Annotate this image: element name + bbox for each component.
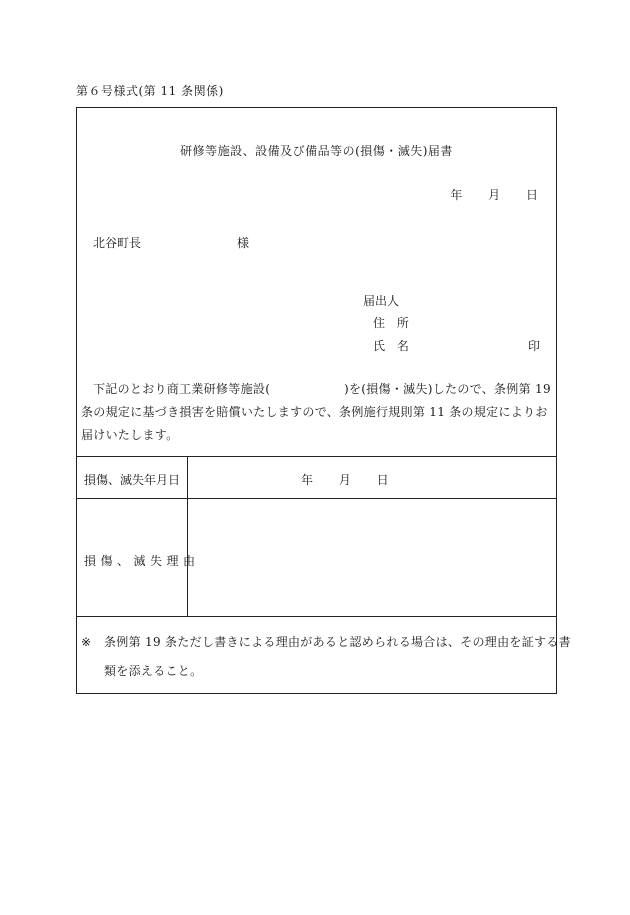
applicant-address-label[interactable]: 住 所 — [373, 316, 409, 330]
damage-date-field[interactable]: 年 月 日 — [301, 473, 389, 487]
applicant-name-label[interactable]: 氏 名 — [373, 339, 409, 353]
damage-date-label: 損傷、滅失年月日 — [84, 473, 181, 487]
table-column-divider — [187, 456, 188, 616]
note-text: 条例第 19 条ただし書きによる理由があると認められる場合は、その理由を証する書類を添えること。 — [104, 635, 571, 678]
table-top-border — [77, 456, 556, 457]
body-text: 下記のとおり商工業研修等施設( )を(損傷・滅失)したので、条例第 19 条の規定に基づき損害を賠償いたしますので、条例施行規則第 11 条の規定によりお届けいたします。 — [81, 382, 551, 442]
form-number: 第６号様式(第 11 条関係) — [76, 84, 224, 98]
note-mark: ※ — [81, 635, 92, 649]
submission-date[interactable]: 年 月 日 — [450, 188, 538, 202]
row-divider — [77, 498, 556, 499]
honorific: 様 — [237, 236, 250, 250]
note-divider — [77, 616, 556, 617]
applicant-heading: 届出人 — [363, 294, 400, 308]
seal-mark: 印 — [527, 339, 540, 353]
form-title: 研修等施設、設備及び備品等の(損傷・滅失)届書 — [180, 144, 453, 158]
damage-reason-label: 損傷、滅失理由 — [84, 554, 200, 568]
addressee: 北谷町長 — [93, 236, 142, 250]
note — [81, 628, 574, 686]
notification-form — [76, 107, 571, 694]
